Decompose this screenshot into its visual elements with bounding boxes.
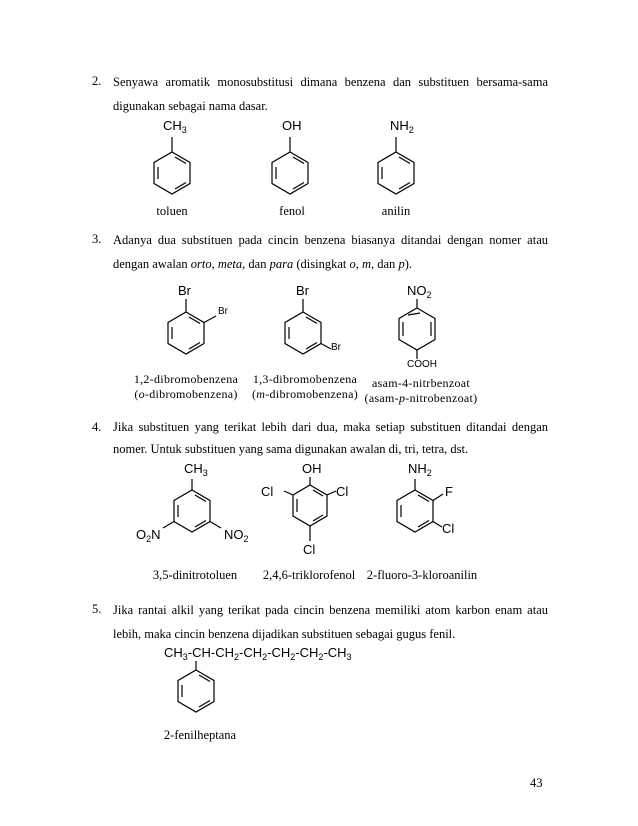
para-cooh-label: COOH <box>407 359 437 370</box>
fluoro-f-label: F <box>445 484 453 499</box>
item-number: 3. <box>92 232 102 246</box>
ortho-br1-label: Br <box>178 283 191 298</box>
trikloro-cl-left-label: Cl <box>261 484 274 499</box>
trikloro-name: 2,4,6-triklorofenol <box>262 568 356 582</box>
item-text: Senyawa aromatik monosubstitusi dimana benzena dan substituen bersama-sama digunakan sebagai nama dasar. <box>113 75 548 113</box>
trikloro-cl-bottom-label: Cl <box>303 542 316 557</box>
anilin-name: anilin <box>381 204 411 218</box>
anilin-nh2-label: $NH_2$ <box>390 118 414 135</box>
heptana-formula: $CH_3-CH-CH_2-CH_2-CH_2-CH_2-CH_3$ <box>164 645 352 662</box>
ortho-br2-label: Br <box>218 306 228 317</box>
para-no2-label: $NO_2$ <box>407 283 432 300</box>
fluoro-cl-label: Cl <box>442 521 455 536</box>
para-name: asam-4-nitrbenzoat (asam-p-nitrobenzoat) <box>364 376 478 405</box>
item-number: 2. <box>92 74 102 88</box>
fenol-name: fenol <box>279 204 305 218</box>
item-text: Jika rantai alkil yang terikat pada cincin benzena memiliki atom karbon enam atau lebih, maka cincin benzena dijadikan substituen sebagai gugus fenil. <box>113 603 548 641</box>
item-number: 4. <box>92 420 102 434</box>
fenol-oh-label: OH <box>282 118 302 133</box>
meta-br2-label: Br <box>331 342 341 353</box>
dinitro-name: 3,5-dinitrotoluen <box>152 568 238 582</box>
item-text: Adanya dua substituen pada cincin benzena biasanya ditandai dengan nomer atau dengan awalan orto, meta, dan para (disingkat o, m, dan p). <box>113 233 548 271</box>
page-number: 43 <box>530 776 543 790</box>
dinitro-ch3-label: $CH_3$ <box>184 461 208 478</box>
meta-br1-label: Br <box>296 283 309 298</box>
trikloro-oh-label: OH <box>302 461 322 476</box>
fluoro-nh2-label: $NH_2$ <box>408 461 432 478</box>
heptana-name: 2-fenilheptana <box>163 728 237 742</box>
toluen-name: toluen <box>156 204 188 218</box>
meta-name: 1,3-dibromobenzena (m-dibromobenzena) <box>251 372 359 401</box>
fluoro-name: 2-fluoro-3-kloroanilin <box>366 568 478 582</box>
item-number: 5. <box>92 602 102 616</box>
item-text: Jika substituen yang terikat lebih dari dua, maka setiap substituen ditandai dengan nomer. Untuk substituen yang sama digunakan awalan di, tri, tetra, dst. <box>113 420 548 456</box>
toluen-ch3-label: $CH_3$ <box>163 118 187 135</box>
trikloro-cl-right-label: Cl <box>336 484 349 499</box>
ortho-name: 1,2-dibromobenzena (o-dibromobenzena) <box>133 372 239 401</box>
dinitro-o2n-label: $O_2N$ <box>136 527 161 544</box>
dinitro-no2-label: $NO_2$ <box>224 527 249 544</box>
